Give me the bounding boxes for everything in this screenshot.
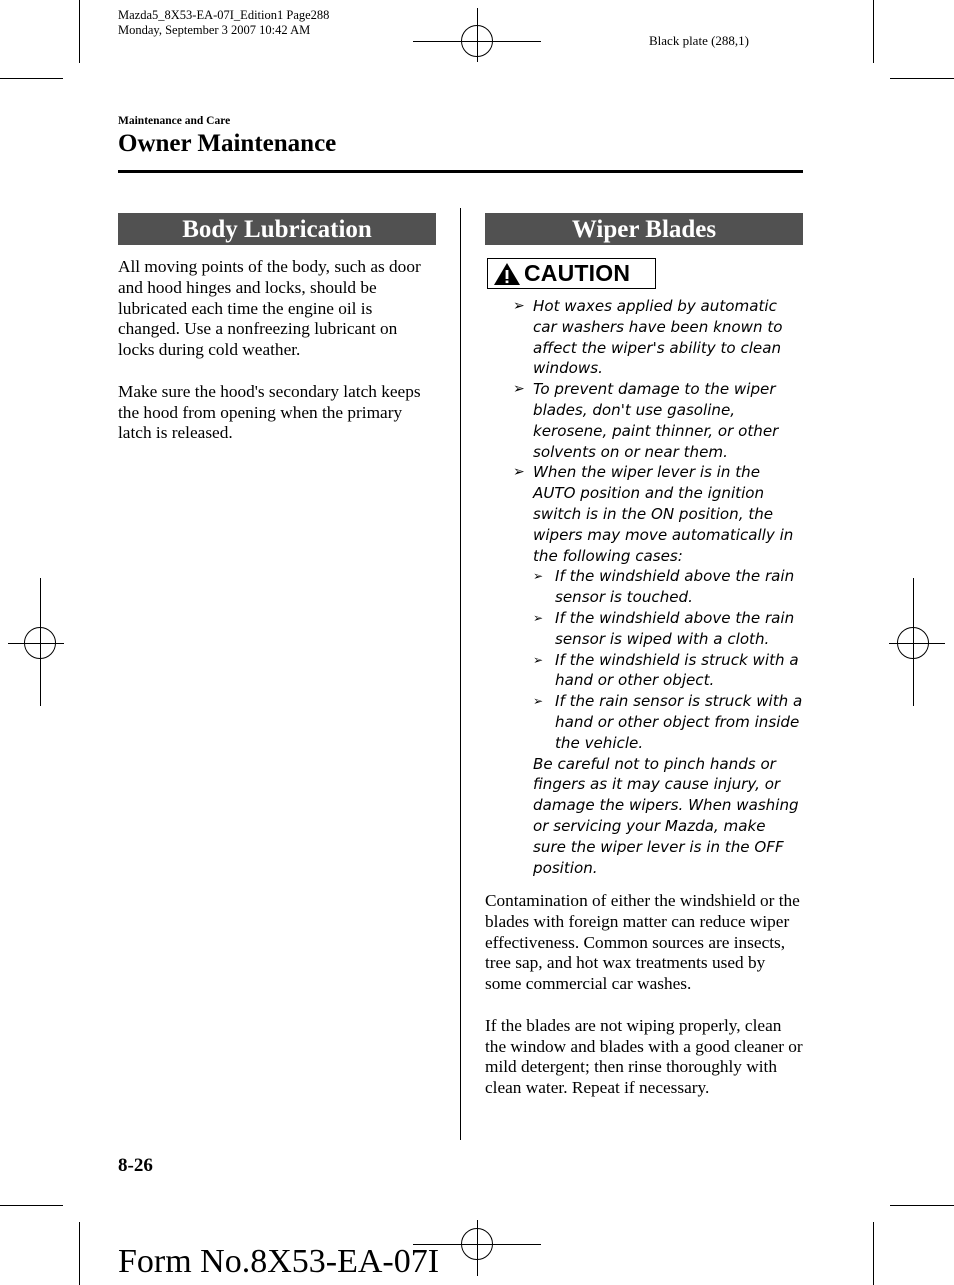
page-number: 8-26: [118, 1155, 153, 1176]
title-rule: [118, 170, 803, 173]
warning-triangle-icon: [492, 261, 522, 287]
paragraph: Contamination of either the windshield or the blades with foreign matter can reduce wiper effectiveness. Common sources are insects, tree sap, and hot wax treatments used by some commercial car washes.: [485, 891, 800, 994]
arrow-bullet-icon: ➢: [513, 298, 525, 314]
paragraph: If the blades are not wiping properly, clean the window and blades with a good cleaner or mild detergent; then rinse thoroughly with clean water. Repeat if necessary.: [485, 1015, 803, 1098]
section-label: Maintenance and Care: [118, 115, 231, 127]
wiper-blades-text: [485, 891, 805, 1120]
print-job-line1: Mazda5_8X53-EA-07I_Edition1 Page288: [118, 8, 330, 22]
crop-mark: [873, 0, 874, 63]
sub-list-item: ➢ If the windshield is struck with a hand or other object.: [533, 650, 799, 690]
arrow-bullet-icon: ➢: [533, 694, 544, 709]
crop-mark: [79, 0, 80, 63]
print-job-line2: Monday, September 3 2007 10:42 AM: [118, 23, 311, 37]
paragraph: All moving points of the body, such as door and hood hinges and locks, should be lubricated each time the engine oil is changed. Use a nonfreezing lubricant on locks during cold weather.: [118, 257, 421, 360]
caution-list: [485, 296, 803, 878]
arrow-bullet-icon: ➢: [513, 381, 525, 398]
list-item: ➢ To prevent damage to the wiper blades, don't use gasoline, kerosene, paint thinner, or other solvents on or near them.: [513, 380, 779, 461]
crop-mark: [79, 1222, 80, 1285]
crop-mark: [0, 78, 63, 79]
page-title: Owner Maintenance: [118, 130, 337, 157]
arrow-bullet-icon: ➢: [533, 610, 544, 625]
crop-mark: [873, 1222, 874, 1285]
form-number: Form No.8X53-EA-07I: [118, 1243, 440, 1280]
caution-note: Be careful not to pinch hands or fingers as it may cause injury, or damage the wipers. When washing or servicing your Mazda, make sure the wiper lever is in the OFF position.: [533, 754, 799, 877]
crop-mark: [890, 78, 954, 79]
body-lubrication-text: [118, 257, 438, 465]
crop-mark: [890, 1205, 954, 1206]
print-job-info: [118, 8, 329, 38]
section-heading-body-lubrication: Body Lubrication: [118, 213, 436, 245]
arrow-bullet-icon: ➢: [513, 464, 525, 481]
crop-mark: [0, 1205, 63, 1206]
plate-info: Black plate (288,1): [649, 33, 749, 48]
caution-label: CAUTION: [524, 260, 631, 286]
list-item: ➢ Hot waxes applied by automatic car washers have been known to affect the wiper's ability to clean windows.: [513, 297, 783, 378]
arrow-bullet-icon: ➢: [533, 569, 544, 584]
sub-list-item: ➢ If the rain sensor is struck with a hand or other object from inside the vehicle.: [533, 692, 803, 752]
paragraph: Make sure the hood's secondary latch keeps the hood from opening when the primary latch is released.: [118, 381, 421, 443]
caution-box: [487, 258, 656, 289]
arrow-bullet-icon: ➢: [533, 652, 544, 667]
list-item: ➢ When the wiper lever is in the AUTO position and the ignition switch is in the ON position, the wipers may move automatically in the following cases:: [513, 463, 794, 565]
column-divider: [460, 208, 461, 1140]
sub-list-item: ➢ If the windshield above the rain sensor is touched.: [533, 567, 795, 607]
sub-list-item: ➢ If the windshield above the rain sensor is wiped with a cloth.: [533, 608, 795, 648]
section-heading-wiper-blades: Wiper Blades: [485, 213, 803, 245]
